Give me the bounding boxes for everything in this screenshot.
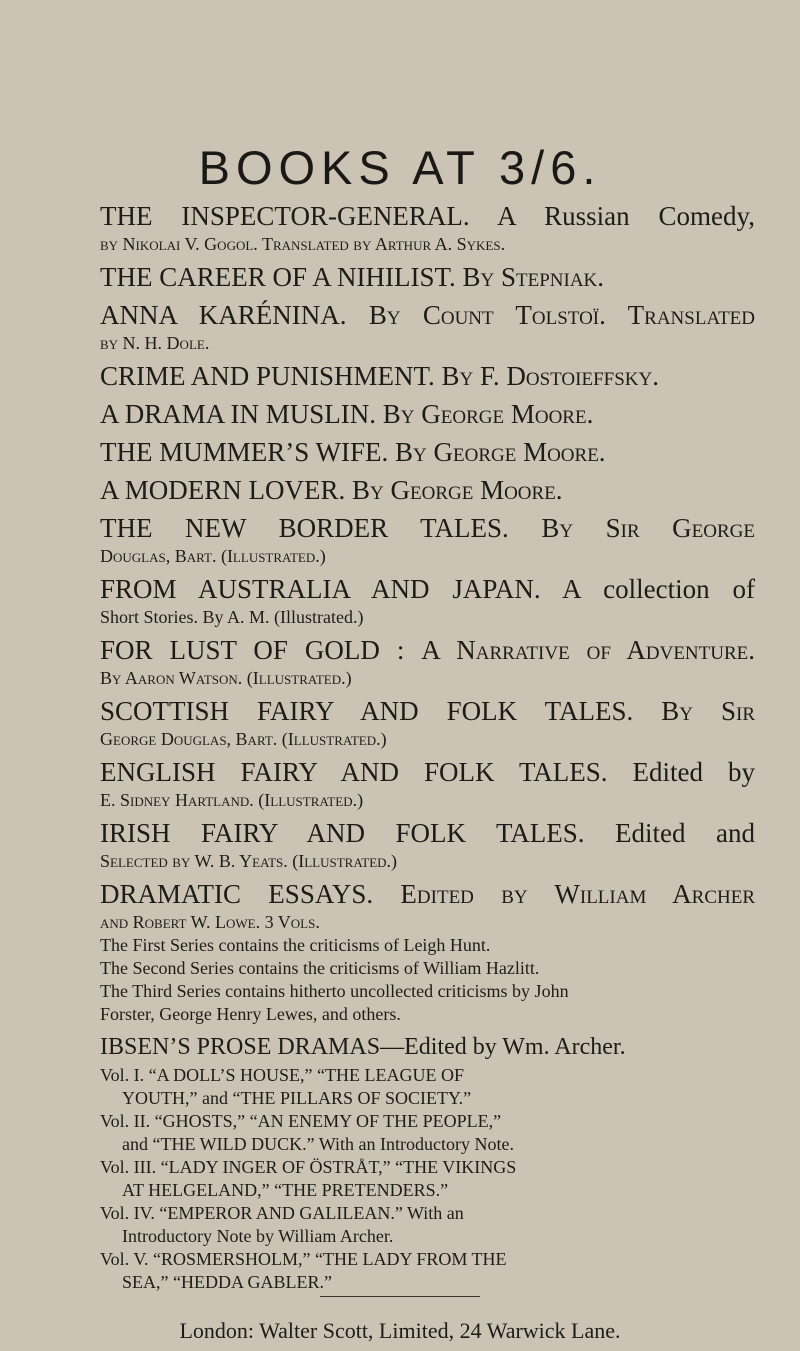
book-subline: by N. H. Dole. [100,333,210,353]
book-subline: George Douglas, Bart. (Illustrated.) [100,729,387,749]
volume-line: Vol. III. “LADY INGER OF ÖSTRÅT,” “THE VIKINGS [100,1157,517,1177]
series-note: The Third Series contains hitherto uncollected criticisms by John [100,981,569,1001]
book-list [100,199,755,1294]
volume-line: Vol. V. “ROSMERSHOLM,” “THE LADY FROM THE [100,1249,507,1269]
book-author: By George Moore. [395,437,606,467]
book-description: Edited by [632,757,755,787]
book-title: FROM AUSTRALIA AND JAPAN. [100,574,541,604]
book-entry [100,572,755,629]
book-subline: Douglas, Bart. (Illustrated.) [100,546,326,566]
divider [320,1296,480,1297]
book-title: ENGLISH FAIRY AND FOLK TALES. [100,757,608,787]
volume-line: Vol. I. “A DOLL’S HOUSE,” “THE LEAGUE OF [100,1065,464,1085]
book-subline: By Aaron Watson. (Illustrated.) [100,668,352,688]
book-description: Edited and [615,818,755,848]
book-subline: Selected by W. B. Yeats. (Illustrated.) [100,851,398,871]
volume-line: and “THE WILD DUCK.” With an Introductory Note. [122,1134,515,1154]
book-description: A Narrative of Adventure. [421,635,756,665]
series-note: The Second Series contains the criticisms of William Hazlitt. [100,958,540,978]
publisher-imprint: London: Walter Scott, Limited, 24 Warwick Lane. [179,1318,621,1343]
book-description: By Sir [661,696,756,726]
book-entry [100,511,755,568]
book-title: THE NEW BORDER TALES. [100,513,509,543]
book-entry [100,359,755,393]
book-entry [100,877,755,1026]
book-subline: and Robert W. Lowe. 3 Vols. [100,912,320,932]
book-entry [100,473,755,507]
volume-line: YOUTH,” and “THE PILLARS OF SOCIETY.” [122,1088,472,1108]
book-description: By Count Tolstoï. Translated [368,300,756,330]
book-title: THE CAREER OF A NIHILIST. [100,262,456,292]
book-author: By George Moore. [352,475,563,505]
book-entry [100,298,755,355]
book-entry [100,816,755,873]
book-subline: by Nikolai V. Gogol. Translated by Arthur A. Sykes. [100,234,506,254]
series-note: The First Series contains the criticisms of Leigh Hunt. [100,935,491,955]
book-author: By Stepniak. [462,262,605,292]
ibsen-entry [100,1030,755,1294]
volume-line: AT HELGELAND,” “THE PRETENDERS.” [122,1180,449,1200]
book-title: FOR LUST OF GOLD : [100,635,405,665]
book-title: THE MUMMER’S WIFE. [100,437,389,467]
book-subline: E. Sidney Hartland. (Illustrated.) [100,790,364,810]
series-note: Forster, George Henry Lewes, and others. [100,1004,401,1024]
book-title: THE INSPECTOR-GENERAL. [100,201,470,231]
volume-line: Introductory Note by William Archer. [122,1226,394,1246]
book-description: By Sir George [541,513,755,543]
volume-line: Vol. IV. “EMPEROR AND GALILEAN.” With an [100,1203,464,1223]
book-description: Edited by William Archer [400,879,756,909]
book-title: SCOTTISH FAIRY AND FOLK TALES. [100,696,634,726]
book-title: CRIME AND PUNISHMENT. [100,361,435,391]
book-title: A MODERN LOVER. [100,475,346,505]
book-title: ANNA KARÉNINA. [100,300,347,330]
book-title: DRAMATIC ESSAYS. [100,879,374,909]
book-title: A DRAMA IN MUSLIN. [100,399,377,429]
book-entry [100,694,755,751]
volume-line: SEA,” “HEDDA GABLER.” [122,1272,332,1292]
book-author: By F. Dostoieffsky. [441,361,659,391]
volume-line: Vol. II. “GHOSTS,” “AN ENEMY OF THE PEOPLE,” [100,1111,502,1131]
book-title: IRISH FAIRY AND FOLK TALES. [100,818,585,848]
book-description: A Russian Comedy, [497,201,756,231]
page-heading: BOOKS AT 3/6. [198,141,602,194]
book-entry [100,260,755,294]
book-entry [100,755,755,812]
book-entry [100,435,755,469]
book-title: IBSEN’S PROSE DRAMAS—Edited by Wm. Archer. [100,1034,626,1060]
book-author: By George Moore. [382,399,594,429]
book-entry [100,199,755,256]
book-description: A collection of [562,574,756,604]
book-subline: Short Stories. By A. M. (Illustrated.) [100,607,364,627]
book-entry [100,633,755,690]
book-entry [100,397,755,431]
